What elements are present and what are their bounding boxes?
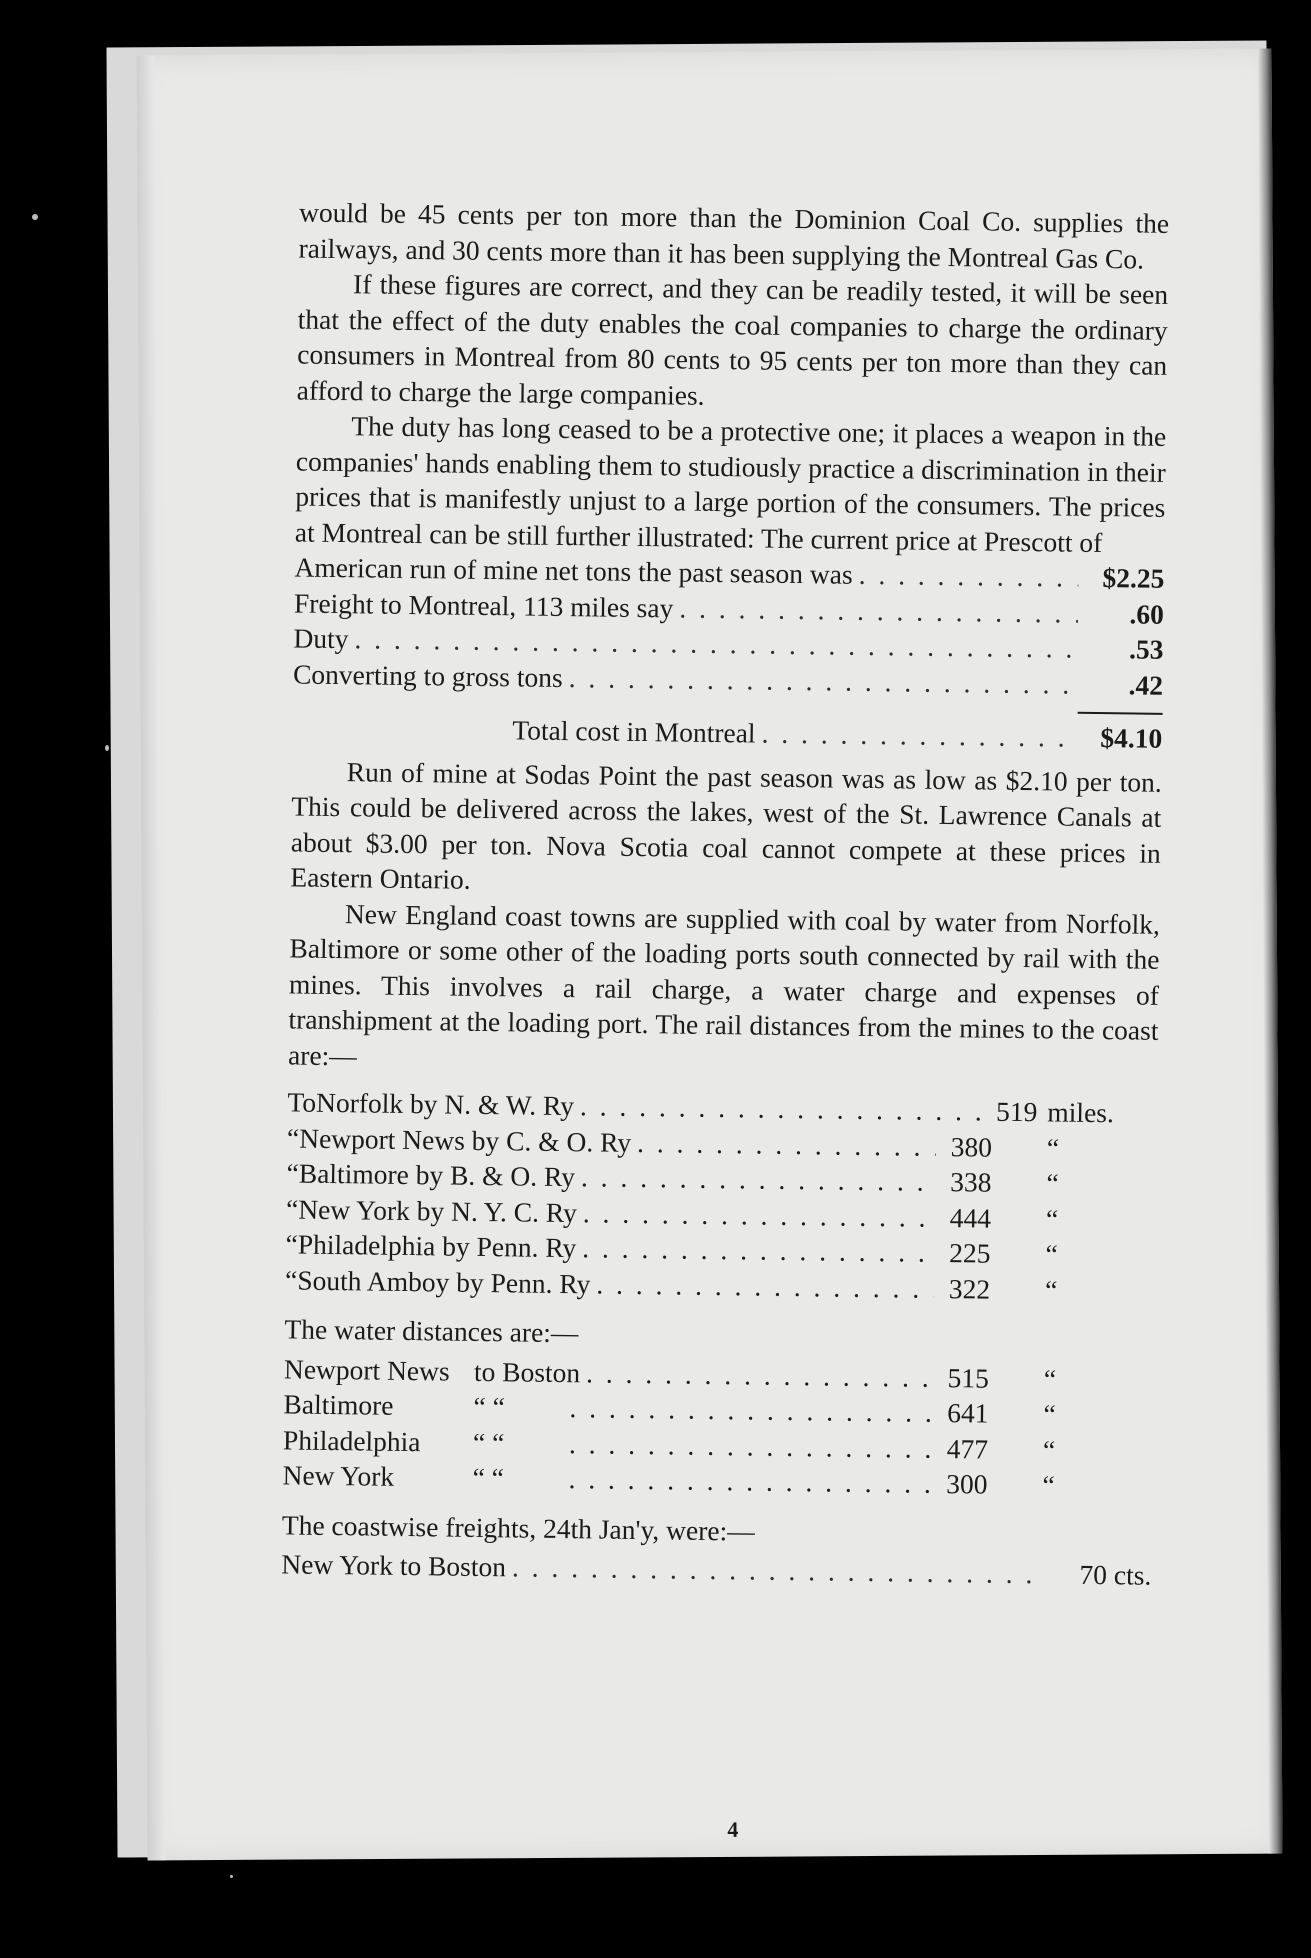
leader-dots: [580, 1088, 982, 1129]
cost-label: American run of mine net tons the past season was: [294, 551, 853, 590]
freight-amount: 70 cts.: [1079, 1558, 1152, 1591]
distance: 225: [949, 1237, 991, 1269]
route-label: Philadelphia by Penn. Ry: [297, 1228, 577, 1264]
port-name: Baltimore: [283, 1388, 394, 1421]
paragraph-2: If these figures are correct, and they can be readily tested, it will be seen that the effect of the duty enables the coal companies to charge the ordinary consumers in Montreal from 80 cents to 95 cents per ton more than they can afford to charge the large companies.: [296, 268, 1169, 411]
leader-dots: [637, 1124, 936, 1163]
leader-dots: [568, 1461, 931, 1501]
unit: miles.: [1047, 1096, 1115, 1129]
cost-table: [292, 549, 1164, 756]
route-label: New York by N. Y. C. Ry: [298, 1193, 578, 1228]
page: [136, 49, 1282, 1861]
row-prefix: “: [285, 1192, 299, 1225]
route-label: Norfolk by N. & W. Ry: [315, 1086, 575, 1122]
unit: “: [1046, 1131, 1060, 1164]
paragraph-1: would be 45 cents per ton more than the Dominion Coal Co. supplies the railways, and 30 cents more than it has been supplying the Montreal Gas Co.: [298, 196, 1170, 275]
leader-dots: [858, 557, 1078, 595]
leader-dots: [569, 1390, 932, 1430]
port-name: Philadelphia: [282, 1423, 421, 1457]
cost-label: Freight to Montreal, 113 miles say: [293, 586, 674, 623]
ditto-marks: “ “: [472, 1461, 505, 1494]
route-label: Newport News by C. & O. Ry: [299, 1122, 632, 1158]
row-prefix: “: [285, 1228, 299, 1260]
sum-rule: [1078, 712, 1163, 715]
cost-label: Converting to gross tons: [292, 657, 563, 693]
unit: “: [1042, 1433, 1056, 1465]
distance: 380: [950, 1130, 993, 1163]
ditto-marks: “ “: [472, 1426, 505, 1458]
leader-dots: [581, 1159, 936, 1199]
paragraph-3: The duty has long ceased to be a protective one; it places a weapon in the companies' hands enabling them to studiously practice a discrimination in their prices that is manifestly unjust to a large portion of the consumers. The prices at Montreal can be still further illustrated: The current price at Prescott of: [294, 410, 1167, 558]
leader-dots: [583, 1195, 936, 1235]
distance: 444: [949, 1201, 992, 1234]
rail-distance-table: [285, 1084, 1158, 1308]
unit: “: [1046, 1167, 1059, 1199]
page-text: [281, 194, 1169, 1593]
distance: 519: [995, 1095, 1038, 1128]
row-prefix: “: [284, 1263, 298, 1296]
row-prefix: “: [286, 1157, 300, 1189]
paragraph-5: New England coast towns are supplied with coal by water from Norfolk, Baltimore or some other of the loading ports south connected by rail with the mines. This involves a rail charge, a water charge and expenses of transhipment at the loading port. The rail distances from the mines to the coast are:—: [287, 897, 1161, 1071]
distance: 300: [946, 1468, 988, 1500]
unit: “: [1044, 1273, 1058, 1306]
unit: “: [1042, 1469, 1055, 1501]
leader-dots: [512, 1549, 1036, 1591]
cost-label: Duty: [293, 622, 349, 655]
distance: 338: [950, 1166, 992, 1198]
freight-row: [281, 1546, 1151, 1593]
total-label: Total cost in Montreal: [512, 714, 756, 749]
leader-dots: [761, 716, 1076, 756]
route-label: Baltimore by B. & O. Ry: [298, 1157, 576, 1193]
row-prefix: “: [286, 1121, 300, 1154]
cost-amount: .53: [1128, 633, 1164, 665]
ditto-marks: “ “: [473, 1390, 505, 1423]
leader-dots: [568, 660, 1077, 702]
distance: 641: [947, 1397, 989, 1429]
distance: 515: [947, 1361, 990, 1394]
leader-dots: [582, 1230, 935, 1270]
cost-amount: .42: [1128, 668, 1164, 701]
total-row: [292, 709, 1162, 756]
destination: to Boston: [473, 1355, 581, 1388]
distance: 477: [946, 1432, 989, 1465]
page-right-edge: [1257, 49, 1282, 1854]
unit: “: [1045, 1238, 1058, 1270]
freight-intro: The coastwise freights, 24th Jan'y, were:—: [281, 1508, 755, 1547]
port-name: New York: [282, 1459, 395, 1492]
unit: “: [1043, 1362, 1057, 1394]
water-intro: The water distances are:—: [284, 1313, 579, 1349]
unit: “: [1045, 1202, 1059, 1235]
row-prefix: To: [287, 1086, 317, 1118]
paragraph-4: Run of mine at Sodas Point the past season was as low as $2.10 per ton. This could be delivered across the lakes, west of the St. Lawrence Canals at about $3.00 per ton. Nova Scotia coal cannot compete at these prices in Eastern Ontario.: [290, 755, 1162, 895]
cost-amount: .60: [1129, 597, 1165, 630]
cost-amount: $2.25: [1102, 562, 1165, 594]
total-amount: $4.10: [1100, 722, 1163, 754]
port-name: Newport News: [283, 1352, 450, 1387]
route-label: South Amboy by Penn. Ry: [297, 1264, 591, 1299]
leader-dots: [679, 590, 1078, 631]
page-number: 4: [727, 1816, 739, 1842]
leader-dots: [596, 1266, 934, 1306]
leader-dots: [586, 1355, 933, 1395]
water-distance-table: [282, 1351, 1154, 1504]
distance: 322: [948, 1272, 991, 1305]
unit: “: [1043, 1398, 1056, 1430]
freight-label: New York to Boston: [281, 1548, 507, 1583]
leader-dots: [569, 1426, 932, 1466]
